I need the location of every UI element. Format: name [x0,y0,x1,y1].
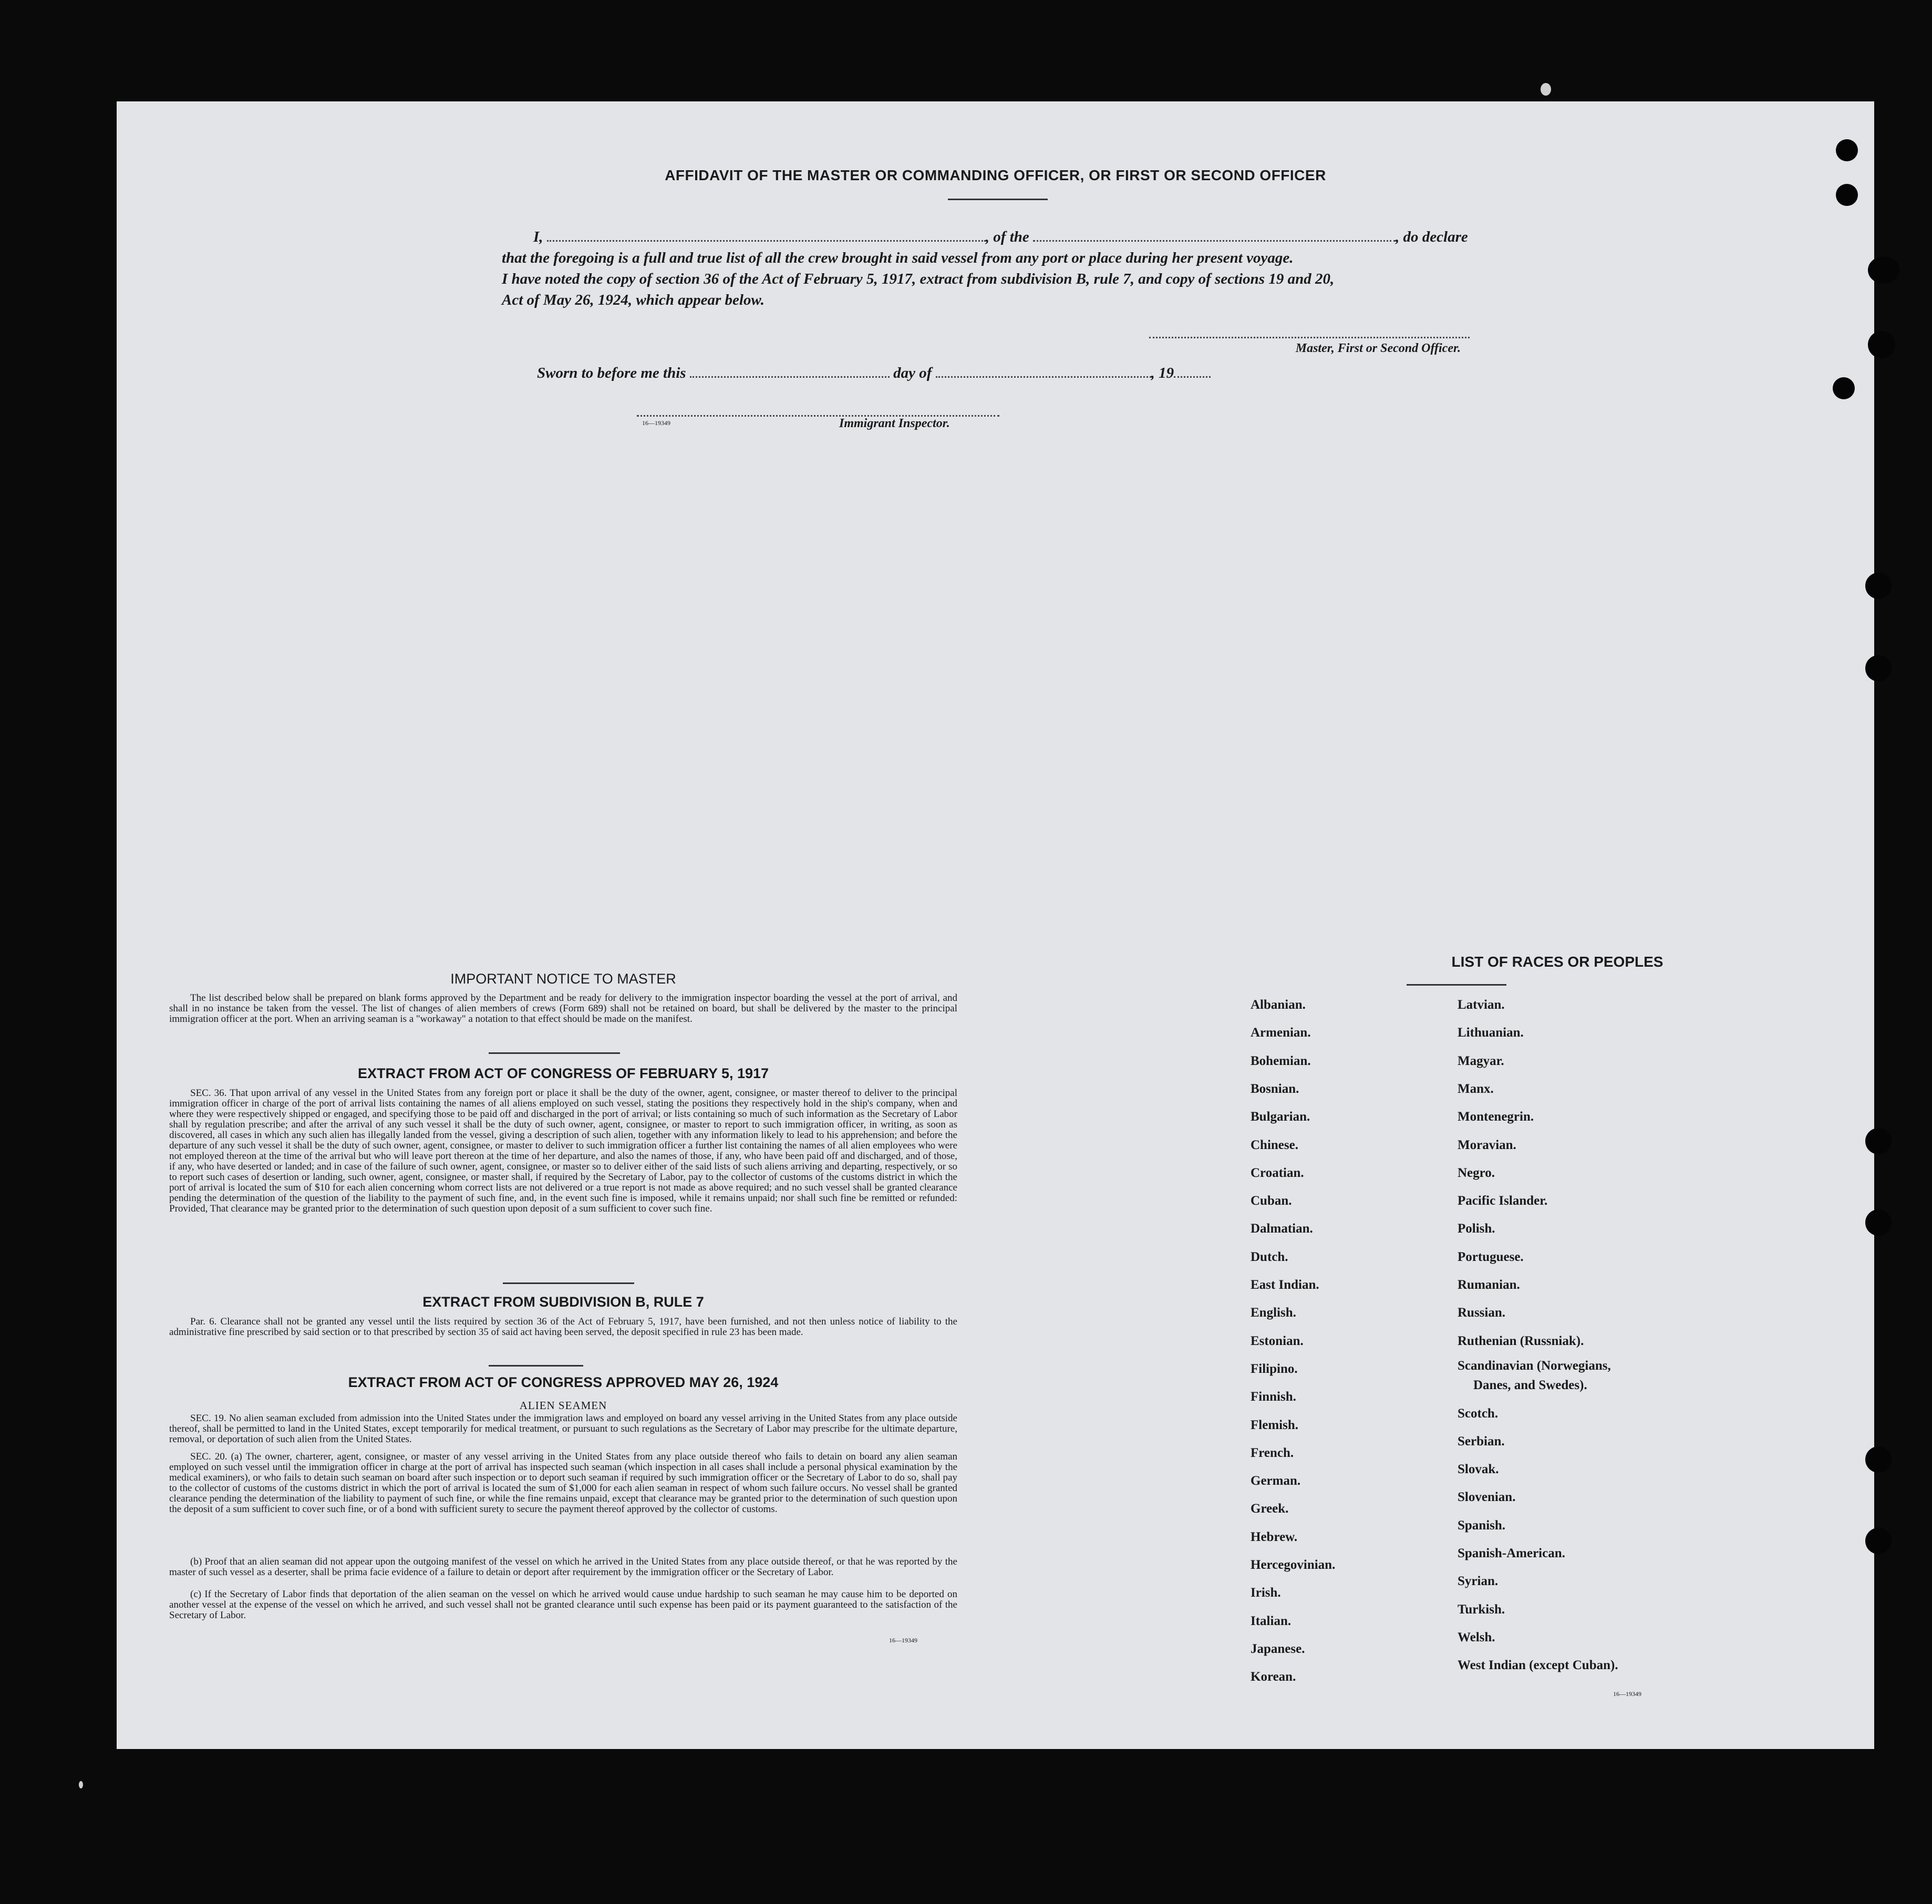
extract-1924-sec20a: SEC. 20. (a) The owner, charterer, agent, consignee, or master of any vessel arriving in the United States from any place outside thereof who fails to detain on board any alien seaman employed on such vessel until the immigration officer in charge at the port of arrival has inspected such seaman (which inspection in all cases shall include a personal physical examination by the medical examiners), or who fails to detain such seaman on board after such inspection or to deport such seaman if required by such immigration officer or the Secretary of Labor to do so, shall pay to the collector of customs of the customs district in which the port of arrival is located the sum of $1,000 for each alien seaman in respect of whom such failure occurs. No vessel shall be granted clearance pending the determination of the liability to payment of such fine, or while the fine remains unpaid, except that clearance may be granted prior to the determination of such question upon the deposit of a sum sufficient to cover such fine, or of a bond with sufficient surety to secure the payment thereof approved by the collector of customs. [169,1451,957,1515]
binder-hole [1865,1128,1892,1154]
race-item: Portuguese. [1458,1249,1524,1264]
race-item: Lithuanian. [1458,1026,1524,1040]
race-item: Armenian. [1251,1026,1311,1040]
sworn-label: Sworn to before me this [537,365,686,381]
race-item: Bulgarian. [1251,1110,1310,1124]
race-item: Montenegrin. [1458,1110,1534,1124]
race-item: Russian. [1458,1306,1506,1320]
sworn-line [537,363,1378,384]
extract-1924-form-number: 16—19349 [889,1637,917,1644]
race-item: Albanian. [1251,998,1306,1012]
race-item: Japanese. [1251,1641,1305,1656]
race-item: Bosnian. [1251,1081,1299,1096]
affidavit-line-3: I have noted the copy of section 36 of the Act of February 5, 1917, extract from subdivision B, rule 7, and copy of sections 19 and 20, [502,271,1335,287]
race-item: Rumanian. [1458,1278,1520,1292]
race-item: Hebrew. [1251,1529,1298,1544]
extract-1924-title: EXTRACT FROM ACT OF CONGRESS APPROVED MAY 26, 1924 [348,1374,779,1390]
binder-hole [1865,655,1892,681]
race-item: Spanish-American. [1458,1546,1565,1560]
binder-hole [1865,573,1892,599]
sworn-year-prefix: , 19 [1151,365,1174,381]
races-title-rule [1407,984,1506,986]
race-item: Estonian. [1251,1333,1304,1348]
sworn-day-of: day of [893,365,932,381]
extract-1924-sec20c: (c) If the Secretary of Labor finds that deportation of the alien seaman on the vessel on which he arrived would cause undue hardship to such seaman he may cause him to be deported on another vessel at the expense of the vessel on which he arrived, and such vessel shall not be granted clearance until such expense has been paid or its payment guaranteed to the satisfaction of the Secretary of Labor. [169,1589,957,1621]
race-item: Italian. [1251,1613,1292,1628]
race-item: East Indian. [1251,1278,1319,1292]
affidavit-i-label: I, [533,229,543,245]
race-item: Ruthenian (Russniak). [1458,1333,1584,1348]
race-item: Pacific Islander. [1458,1194,1548,1208]
race-item: Spanish. [1458,1518,1506,1533]
race-item: Cuban. [1251,1194,1292,1208]
notice-title: IMPORTANT NOTICE TO MASTER [450,971,676,987]
affidavit-line-2: that the foregoing is a full and true list of all the crew brought in said vessel from any port or place during her present voyage. [502,250,1294,266]
notice-body: The list described below shall be prepared on blank forms approved by the Department and be ready for delivery to the immigration inspector boarding the vessel at the port of arrival, and shall in no instance be taken from the vessel. The list of changes of alien members of crews (Form 689) shall not be retained on board, but shall be delivered by the master to the principal immigration officer at the port. When an arriving seaman is a "workaway" a notation to that effect should be made on the manifest. [169,992,957,1025]
race-item: Syrian. [1458,1574,1499,1589]
extract-rule7-body: Par. 6. Clearance shall not be granted any vessel until the lists required by section 36 of the Act of February 5, 1917, have been furnished, and not then unless notice of liability to the administrative fine prescribed by said section or to that prescribed by section 35 of said act having been served, the deposit specified in rule 23 has been made. [169,1316,957,1338]
race-item: Latvian. [1458,998,1505,1012]
extract-rule7-rule [489,1365,583,1367]
race-item: Turkish. [1458,1602,1505,1617]
extract-1924-sec20b: (b) Proof that an alien seaman did not appear upon the outgoing manifest of the vessel on which he arrived in the United States from any place outside thereof, or that he was reported by the master of such vessel as a deserter, shall be prima facie evidence of a failure to detain or deport after requirement by the immigration officer or the Secretary of Labor. [169,1556,957,1578]
race-item: Polish. [1458,1222,1495,1236]
race-item: Slovak. [1458,1462,1499,1477]
extract-rule7-title: EXTRACT FROM SUBDIVISION B, RULE 7 [422,1294,704,1310]
race-item: Korean. [1251,1670,1296,1684]
binder-hole [1865,1446,1892,1473]
race-item: Dalmatian. [1251,1222,1313,1236]
sworn-month-line[interactable] [936,365,1151,378]
race-item: Filipino. [1251,1361,1298,1376]
affidavit-title-rule [948,199,1048,200]
race-item: Welsh. [1458,1630,1495,1644]
extract-1924-subtitle: ALIEN SEAMEN [519,1399,607,1412]
affidavit-title: AFFIDAVIT OF THE MASTER OR COMMANDING OFFICER, OR FIRST OR SECOND OFFICER [665,167,1326,183]
race-item: Magyar. [1458,1053,1504,1068]
master-caption: Master, First or Second Officer. [1295,342,1461,355]
affidavit-do-declare: , do declare [1396,229,1468,245]
binder-hole [1865,1209,1892,1236]
race-item: Bohemian. [1251,1053,1311,1068]
race-item: Irish. [1251,1586,1281,1600]
race-item: Greek. [1251,1502,1289,1516]
sworn-year-line[interactable] [1174,365,1211,378]
race-item: Serbian. [1458,1434,1505,1448]
master-name-line[interactable] [547,229,986,242]
binder-hole [1868,331,1895,358]
affidavit-line-4: Act of May 26, 1924, which appear below. [502,292,764,308]
master-signature-line[interactable] [1149,337,1470,338]
document-page [117,101,1874,1749]
race-item: English. [1251,1306,1296,1320]
binder-hole [1833,377,1855,399]
notice-rule [489,1052,620,1054]
race-item: West Indian (except Cuban). [1458,1658,1618,1673]
vessel-name-line[interactable] [1033,229,1396,242]
affidavit-of-the: , of the [985,229,1029,245]
race-item: Chinese. [1251,1137,1298,1152]
binder-hole [1836,139,1858,161]
race-item: German. [1251,1474,1301,1488]
race-item: Finnish. [1251,1390,1296,1404]
race-item: Hercegovinian. [1251,1558,1336,1572]
race-item: Scotch. [1458,1406,1499,1421]
dust-speck [1541,83,1551,96]
races-form-number: 16—19349 [1613,1690,1641,1698]
extract-1924-sec19: SEC. 19. No alien seaman excluded from admission into the United States under the immigration laws and employed on board any vessel arriving in the United States from any place outside thereof, shall be permitted to land in the United States, except temporarily for medical treatment, or pursuant to such regulations as the Secretary of Labor may prescribe for the ultimate departure, removal, or deportation of such alien from the United States. [169,1413,957,1445]
race-item: Croatian. [1251,1165,1304,1180]
sworn-day-line[interactable] [690,365,890,378]
race-item: Danes, and Swedes). [1473,1378,1587,1393]
races-title: LIST OF RACES OR PEOPLES [1451,954,1664,970]
race-item: Slovenian. [1458,1490,1516,1505]
race-item: Moravian. [1458,1137,1516,1152]
extract-1917-title: EXTRACT FROM ACT OF CONGRESS OF FEBRUARY 5, 1917 [357,1065,769,1081]
race-item: Manx. [1458,1081,1494,1096]
race-item: Flemish. [1251,1417,1298,1432]
inspector-caption: Immigrant Inspector. [839,417,950,430]
binder-hole [1836,184,1858,206]
dust-speck [79,1781,83,1788]
affidavit-text [502,226,1500,311]
extract-1917-rule [503,1282,634,1284]
race-item: French. [1251,1445,1294,1460]
binder-hole [1865,1528,1892,1554]
affidavit-form-number: 16—19349 [642,419,670,427]
race-item: Negro. [1458,1165,1495,1180]
binder-hole [1868,256,1899,284]
race-item: Dutch. [1251,1249,1288,1264]
extract-1917-body: SEC. 36. That upon arrival of any vessel in the United States from any foreign port or place it shall be the duty of the owner, agent, consignee, or master thereof to deliver to the principal immigration officer in charge of the port of arrival lists containing the names of all aliens employed on such vessel, stating the positions they respectively hold in the ship's company, when and where they were respectively shipped or engaged, and specifying those to be paid off and discharged in the port of arrival; or lists containing so much of such information as the Secretary of Labor shall by regulation prescribe; and after the arrival of any such vessel it shall be the duty of such owner, agent, consignee, or master to report to such immigration officer, in writing, as soon as discovered, all cases in which any such alien has illegally landed from the vessel, giving a description of such alien, together with any information likely to lead to his apprehension; and before the departure of any such vessel it shall be the duty of such owner, agent, consignee, or master to deliver to such immigration officer a further list containing the names of all alien employees who were not employed thereon at the time of the arrival but who will leave port thereon at the time of her departure, and also the names of those, if any, who have been paid off and discharged, and of those, if any, who have deserted or landed; and in case of the failure of such owner, agent, consignee, or master so to deliver either of the said lists of such aliens arriving and departing, respectively, or so to report such cases of desertion or landing, such owner, agent, consignee, or master shall, if required by the Secretary of Labor, pay to the collector of customs of the customs district in which the port of arrival is located the sum of $10 for each alien concerning whom correct lists are not delivered or a true report is not made as above required; and no such vessel shall be granted clearance pending the determination of the question of the liability to the payment of such fine, and, in the event such fine is imposed, while it remains unpaid; nor shall such fine be remitted or refunded: Provided, That clearance may be granted prior to the determination of such question upon deposit of a sum sufficient to cover such fine. [169,1088,957,1214]
race-item: Scandinavian (Norwegians, [1458,1358,1611,1373]
